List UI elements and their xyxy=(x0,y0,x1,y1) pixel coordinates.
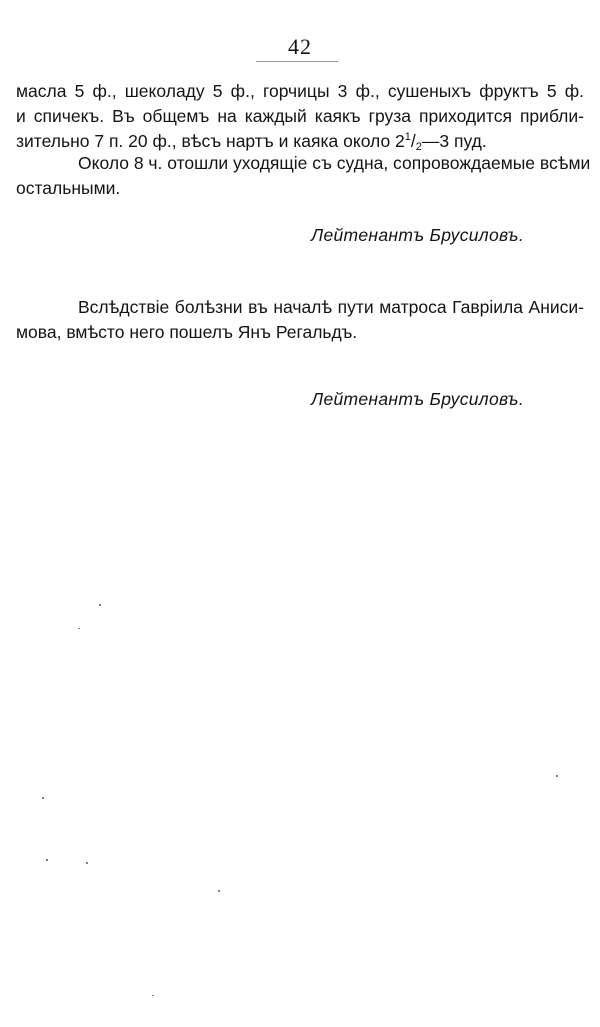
scan-speck xyxy=(78,628,80,629)
paragraph-cargo-list xyxy=(16,79,584,154)
paragraph-line: масла 5 ф., шеколаду 5 ф., горчицы 3 ф., сушеныхъ фруктъ 5 ф. xyxy=(16,81,584,101)
scan-speck xyxy=(99,604,101,606)
scan-speck xyxy=(218,890,220,892)
paragraph-line: остальными. xyxy=(16,178,121,198)
paragraph-line: Вслѣдствіе болѣзни въ началѣ пути матроса Гавріила Аниси- xyxy=(78,297,584,317)
signature-brusilov: Лейтенантъ Брусиловъ. xyxy=(311,225,524,245)
paragraph-crew-change xyxy=(16,295,584,345)
paragraph-departure xyxy=(16,151,591,201)
page-number: 42 xyxy=(288,34,312,59)
page-number-rule xyxy=(256,61,338,62)
scan-speck xyxy=(556,775,558,777)
line-text: зительно 7 п. 20 ф., вѣсъ нартъ и каяка около 2 xyxy=(16,131,405,151)
scan-speck xyxy=(86,862,88,864)
fraction-denominator: 2 xyxy=(415,141,422,153)
scan-speck xyxy=(152,995,154,996)
paragraph-line: мова, вмѣсто него пошелъ Янъ Регальдъ. xyxy=(16,322,358,342)
signature-brusilov: Лейтенантъ Брусиловъ. xyxy=(311,389,524,409)
paragraph-line: и спичекъ. Въ общемъ на каждый каякъ груза приходится прибли- xyxy=(16,106,584,126)
scan-speck xyxy=(46,859,48,861)
fraction-slash: / xyxy=(410,131,416,151)
paragraph-line: Около 8 ч. отошли уходящіе съ судна, сопровождаемые всѣми xyxy=(78,153,591,173)
fraction-numerator: 1 xyxy=(404,131,411,143)
line-text: —3 пуд. xyxy=(421,131,487,151)
scan-speck xyxy=(42,797,44,799)
